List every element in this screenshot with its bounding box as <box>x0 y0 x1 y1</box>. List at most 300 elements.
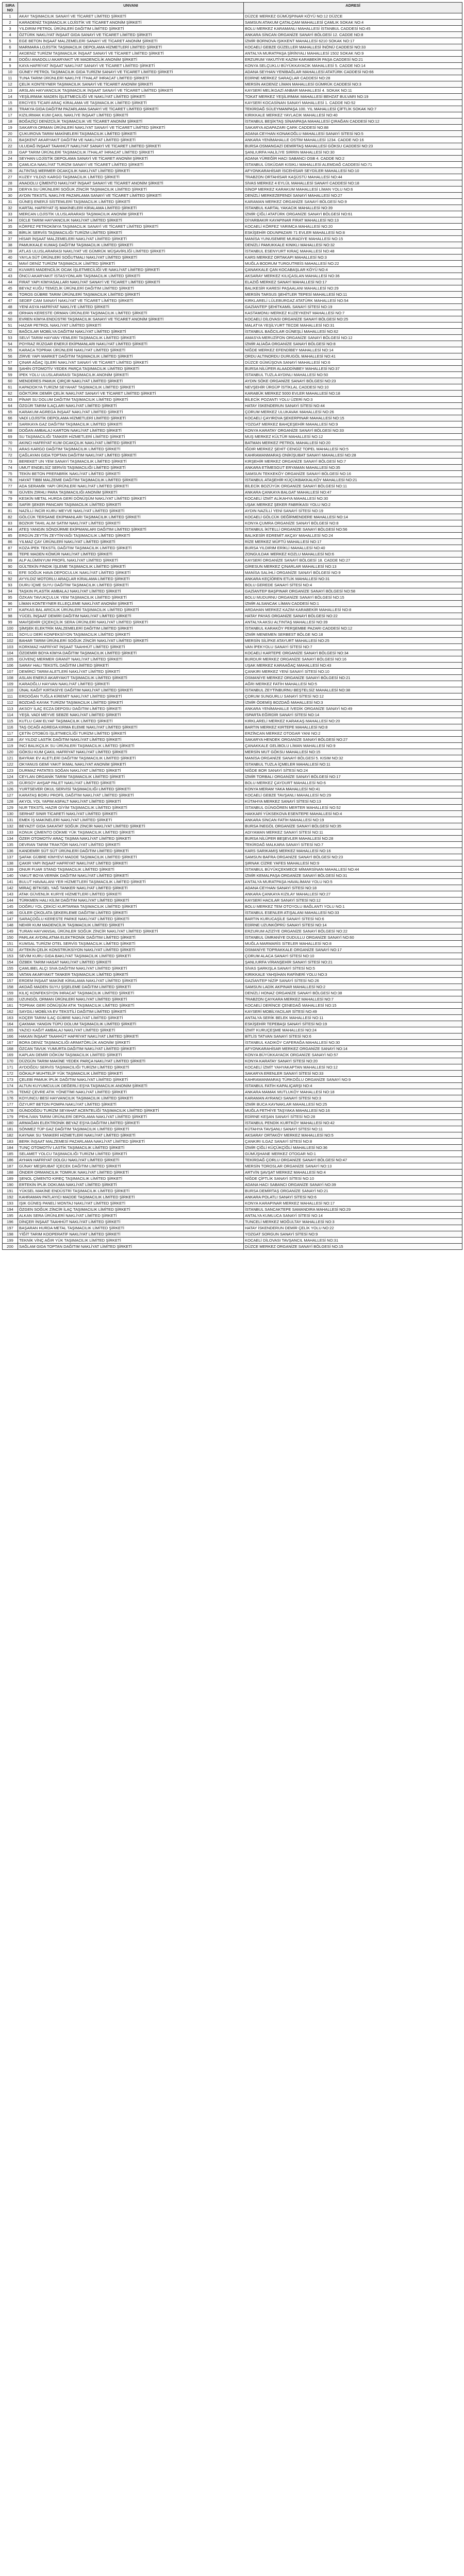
table-row <box>3 860 462 867</box>
company-address: SAKARYA ADAPAZARI ÇARK CADDESİ NO:88 <box>244 125 462 131</box>
table-row <box>3 1163 462 1170</box>
row-number: 80 <box>3 502 18 508</box>
row-number: 77 <box>3 483 18 489</box>
company-name: KAPADOKYA TURİZM SEYAHAT TAŞIMACILIK LİMİTED ŞİRKETİ <box>18 384 244 391</box>
table-row <box>3 891 462 897</box>
company-name: YURTSEVER OKUL SERVİSİ TAŞIMACILIĞI LİMİTED ŞİRKETİ <box>18 786 244 792</box>
table-row <box>3 768 462 774</box>
company-address: BURSA NİLÜFER ALAADDİNBEY MAHALLESİ NO:37 <box>244 366 462 372</box>
company-address: İZMİR BUCA KAYNAKLAR MAHALLESİ NO:25 <box>244 1101 462 1108</box>
table-row <box>3 81 462 88</box>
row-number: 47 <box>3 298 18 304</box>
row-number: 113 <box>3 706 18 712</box>
company-name: KILIÇ KONFEKSİYON İHRACAT TAŞIMACILIK LİMİTED ŞİRKETİ <box>18 990 244 996</box>
company-address: UŞAK MERKEZ KARAAĞAÇ MAHALLESİ NO:43 <box>244 663 462 669</box>
company-address: BALIKESİR KARESİ PAŞAALANI MAHALLESİ NO:29 <box>244 285 462 292</box>
table-row <box>3 1170 462 1176</box>
table-row <box>3 867 462 873</box>
row-number: 146 <box>3 910 18 916</box>
row-number: 137 <box>3 854 18 860</box>
table-row <box>3 1071 462 1077</box>
table-row <box>3 279 462 285</box>
table-row <box>3 230 462 236</box>
row-number: 34 <box>3 217 18 224</box>
table-row <box>3 496 462 502</box>
company-address: KOCAELİ DİLOVASI TAVŞANCIL MAHALLESİ NO:31 <box>244 1238 462 1244</box>
company-name: KOYUNCU BESİ HAYVANCILIK TAŞIMACILIK LİMİTED ŞİRKETİ <box>18 1095 244 1101</box>
table-row <box>3 625 462 632</box>
company-name: BAĞCILAR MOBİLYA DAĞITIM NAKLİYAT LİMİTED ŞİRKETİ <box>18 329 244 335</box>
row-number: 93 <box>3 582 18 588</box>
company-address: ÇANAKKALE GELİBOLU LİMAN MAHALLESİ NO:9 <box>244 743 462 749</box>
company-name: DEMİRCİ TARIM ALETLERİ NAKLİYAT LİMİTED ŞİRKETİ <box>18 669 244 675</box>
row-number: 189 <box>3 1176 18 1182</box>
table-row <box>3 1077 462 1083</box>
company-name: DOĞRU YOL ÇEKİCİ KURTARMA TAŞIMACILIK LİMİTED ŞİRKETİ <box>18 904 244 910</box>
row-number: 144 <box>3 897 18 904</box>
company-name: CEYLAN ORGANİK TARIM TAŞIMACILIK LİMİTED ŞİRKETİ <box>18 774 244 780</box>
row-number: 37 <box>3 236 18 242</box>
company-name: TOROS GÜBRE TARIM ÜRÜNLERİ TAŞIMACILIK LİMİTED ŞİRKETİ <box>18 292 244 298</box>
company-address: ESKİŞEHİR TEPEBAŞI SANAYİ SİTESİ NO:19 <box>244 1021 462 1027</box>
company-name: UMUT ENGELSİZ SERVİS TAŞIMACILIĞI LİMİTED ŞİRKETİ <box>18 465 244 471</box>
table-row <box>3 570 462 576</box>
company-address: BURSA OSMANGAZİ DEMİRTAŞ MAHALLESİ GÖKSU CADDESİ NO:23 <box>244 143 462 149</box>
table-row <box>3 187 462 193</box>
company-name: YİĞİT TARIM KOOPERATİF NAKLİYAT LİMİTED ŞİRKETİ <box>18 1231 244 1238</box>
row-number: 110 <box>3 687 18 693</box>
company-name: ORHAN KERESTE ORMAN ÜRÜNLERİ TAŞIMACILIK LİMİTED ŞİRKETİ <box>18 310 244 316</box>
company-name: KARATAŞ BORU PROFİL DAĞITIM NAKLİYAT LİMİTED ŞİRKETİ <box>18 792 244 799</box>
company-name: İPEK YOLU ULUSLARARASI TAŞIMACILIK ANONİM ŞİRKETİ <box>18 372 244 378</box>
row-number: 167 <box>3 1040 18 1046</box>
table-row <box>3 156 462 162</box>
company-address: SAKARYA ERENLER SANAYİ SİTESİ NO:33 <box>244 1071 462 1077</box>
table-row <box>3 415 462 421</box>
company-address: İSTANBUL BEŞİKTAŞ SİNANPAŞA MAHALLESİ ÇIRAĞAN CADDESİ NO:12 <box>244 118 462 125</box>
row-number: 171 <box>3 1064 18 1071</box>
company-address: DÜZCE MERKEZ ORGANİZE SANAYİ BÖLGESİ NO:15 <box>244 1244 462 1250</box>
company-name: NUR TEKSTİL HAZIR GİYİM TAŞIMACILIK LİMİTED ŞİRKETİ <box>18 805 244 811</box>
row-number: 187 <box>3 1163 18 1170</box>
row-number: 195 <box>3 1213 18 1219</box>
company-name: GÜVEN ZIRHLI PARA TAŞIMACILIĞI ANONİM ŞİRKETİ <box>18 489 244 496</box>
table-row <box>3 106 462 112</box>
table-row <box>3 619 462 625</box>
company-address: MERSİN SİLİFKE ATAYURT MAHALLESİ NO:25 <box>244 638 462 644</box>
company-name: ERGÜN ZEYTİN ZEYTİNYAĞI TAŞIMACILIK LİMİTED ŞİRKETİ <box>18 533 244 539</box>
company-name: MAVİ DENİZ TURİZM TAŞIMACILIK LİMİTED ŞİRKETİ <box>18 261 244 267</box>
row-number: 62 <box>3 391 18 397</box>
row-number: 97 <box>3 607 18 613</box>
table-row <box>3 959 462 965</box>
company-address: ANTALYA MURATPAŞA ŞİRİNYALI MAHALLESİ 1502 SOKAK NO:9 <box>244 50 462 57</box>
company-address: İSTANBUL KADIKÖY CAFERAĞA MAHALLESİ NO:30 <box>244 1040 462 1046</box>
table-row <box>3 384 462 391</box>
company-address: KONYA SELÇUKLU BÜYÜKKAYACIK MAHALLESİ 5. CADDE NO:14 <box>244 63 462 69</box>
company-address: BALIKESİR EDREMİT AKÇAY MAHALLESİ NO:24 <box>244 533 462 539</box>
company-address: YOZGAT SORGUN SANAYİ SİTESİ NO:9 <box>244 1231 462 1238</box>
row-number: 102 <box>3 638 18 644</box>
company-name: ÖZYURT BETON POMPA NAKLİYAT LİMİTED ŞİRKETİ <box>18 1101 244 1108</box>
company-name: NEHİR KUM MADENCİLİK TAŞIMACILIK LİMİTED ŞİRKETİ <box>18 922 244 928</box>
company-address: MERSİN TARSUS ŞEHİTLER TEPESİ MAHALLESİ NO:11 <box>244 292 462 298</box>
company-name: ALTINTAŞ MERMER OCAKÇILIK NAKLİYAT LİMİTED ŞİRKETİ <box>18 168 244 174</box>
company-name: ÇAKIR YAPI İNŞAAT HAFRİYAT NAKLİYAT LİMİTED ŞİRKETİ <box>18 860 244 867</box>
table-row <box>3 527 462 533</box>
row-number: 2 <box>3 20 18 26</box>
table-row <box>3 916 462 922</box>
company-address: KÜTAHYA TAVŞANLI SANAYİ SİTESİ NO:11 <box>244 1126 462 1132</box>
table-row <box>3 533 462 539</box>
company-name: AYTEKİN ÇELİK KONSTRÜKSİYON NAKLİYAT LİMİTED ŞİRKETİ <box>18 947 244 953</box>
table-row <box>3 681 462 687</box>
row-number: 124 <box>3 774 18 780</box>
row-number: 69 <box>3 434 18 440</box>
company-address: ANTALYA SERİK BELEK MAHALLESİ NO:11 <box>244 1015 462 1021</box>
company-name: GÜNEŞ ENERJİ SİSTEMLERİ TAŞIMACILIK LİMİTED ŞİRKETİ <box>18 199 244 205</box>
table-row <box>3 452 462 459</box>
row-number: 63 <box>3 397 18 403</box>
table-row <box>3 26 462 32</box>
company-address: KOCAELİ GEBZE GÜZELLER MAHALLESİ İNÖNÜ CADDESİ NO:33 <box>244 44 462 50</box>
company-name: MİRAÇ BİTKİSEL YAĞ TANKER NAKLİYAT LİMİTED ŞİRKETİ <box>18 885 244 891</box>
table-row <box>3 483 462 489</box>
row-number: 7 <box>3 50 18 57</box>
table-row <box>3 174 462 180</box>
table-row <box>3 149 462 156</box>
company-address: ANKARA MAMAK MUTLUKÖY MAHALLESİ NO:18 <box>244 1089 462 1095</box>
row-number: 8 <box>3 57 18 63</box>
company-address: ESKİŞEHİR ODUNPAZARI 71 EVLER MAHALLESİ NO:8 <box>244 230 462 236</box>
row-number: 192 <box>3 1194 18 1200</box>
company-address: GÜMÜŞHANE MERKEZ OTOGAR NO:1 <box>244 1151 462 1157</box>
row-number: 99 <box>3 619 18 625</box>
company-name: BOĞAZİÇİ DENİZCİLİK TAŞIMACILIK VE TİCARET ANONİM ŞİRKETİ <box>18 118 244 125</box>
company-address: AYDIN SÖKE ORGANİZE SANAYİ BÖLGESİ NO:23 <box>244 378 462 384</box>
table-row <box>3 1040 462 1046</box>
table-row <box>3 595 462 601</box>
table-row <box>3 792 462 799</box>
company-name: TÜRKMEN HALI KİLİM DAĞITIM NAKLİYAT LİMİTED ŞİRKETİ <box>18 897 244 904</box>
company-address: KOCAELİ ÇAYIROVA ŞEKERPINAR MAHALLESİ NO:15 <box>244 415 462 421</box>
row-number: 177 <box>3 1101 18 1108</box>
table-row <box>3 421 462 428</box>
table-row <box>3 706 462 712</box>
company-address: BOLU MERKEZ ÇAYDURT MAHALLESİ NO:6 <box>244 780 462 786</box>
company-name: TUNA TARIM ÜRÜNLERİ NAKLİYE İTHALAT İHRACAT LİMİTED ŞİRKETİ <box>18 75 244 81</box>
company-name: HİSAR İNŞAAT MALZEMELERİ NAKLİYAT LİMİTED ŞİRKETİ <box>18 236 244 242</box>
company-name: HAYAT TIBBİ MALZEME DAĞITIM TAŞIMACILIK LİMİTED ŞİRKETİ <box>18 477 244 483</box>
company-address: HATAY İSKENDERUN SANAYİ SİTESİ NO:44 <box>244 403 462 409</box>
table-row <box>3 1200 462 1207</box>
row-number: 117 <box>3 731 18 737</box>
table-row <box>3 248 462 255</box>
table-row <box>3 743 462 749</box>
company-address: BOLU MERKEZ TEM OTOYOLU BAĞLANTI YOLU NO:1 <box>244 904 462 910</box>
company-name: DERYA SU ÜRÜNLERİ SOĞUK ZİNCİR TAŞIMACILIK LİMİTED ŞİRKETİ <box>18 187 244 193</box>
table-row <box>3 607 462 613</box>
row-number: 185 <box>3 1151 18 1157</box>
table-row <box>3 347 462 353</box>
row-number: 166 <box>3 1033 18 1040</box>
company-address: AKSARAY ORTAKÖY MERKEZ MAHALLESİ NO:5 <box>244 1132 462 1139</box>
company-address: KAYSERİ MELİKGAZİ ANBAR MAHALLESİ 4. SOKAK NO:11 <box>244 88 462 94</box>
row-number: 142 <box>3 885 18 891</box>
company-name: ULUDAĞ İNŞAAT TAAHHÜT NAKLİYAT SANAYİ VE TİCARET LİMİTED ŞİRKETİ <box>18 143 244 149</box>
table-row <box>3 922 462 928</box>
table-row <box>3 1064 462 1071</box>
company-name: KUTLU CAM ELYAF TAŞIMACILIK LİMİTED ŞİRKETİ <box>18 718 244 724</box>
company-name: TOPRAK GERİ DÖNÜŞÜM ATIK TAŞIMACILIK LİMİTED ŞİRKETİ <box>18 1003 244 1009</box>
company-address: İZMİR MENEMEN SERBEST BÖLGE NO:18 <box>244 632 462 638</box>
company-address: ANKARA YENİMAHALLE İVEDİK ORGANİZE SANAYİ NO:49 <box>244 706 462 712</box>
company-name: DİNÇER İNŞAAT TAAHHÜT NAKLİYAT LİMİTED ŞİRKETİ <box>18 1219 244 1225</box>
company-address: MERSİN TOROSLAR ORGANİZE SANAYİ NO:13 <box>244 1163 462 1170</box>
row-number: 18 <box>3 118 18 125</box>
table-row <box>3 601 462 607</box>
row-number: 101 <box>3 632 18 638</box>
company-address: ADIYAMAN MERKEZ SANAYİ SİTESİ NO:11 <box>244 829 462 836</box>
company-address: ANKARA ÇANKAYA KIZILAY MAHALLESİ NO:27 <box>244 891 462 897</box>
table-row <box>3 508 462 514</box>
company-name: KORKMAZ HAFRİYAT İNŞAAT TAAHHÜT LİMİTED ŞİRKETİ <box>18 644 244 650</box>
company-address: NİĞDE BOR SANAYİ SİTESİ NO:24 <box>244 768 462 774</box>
company-name: ASLAN ENERJİ AKARYAKIT TAŞIMACILIK LİMİTED ŞİRKETİ <box>18 675 244 681</box>
table-row <box>3 446 462 452</box>
table-row <box>3 1126 462 1132</box>
company-name: SAYGILI MOBİLYA EV TEKSTİLİ DAĞITIM LİMİTED ŞİRKETİ <box>18 1009 244 1015</box>
table-row <box>3 700 462 706</box>
company-address: BURSA DEMİRTAŞ ORGANİZE SANAYİ NO:21 <box>244 1188 462 1194</box>
row-number: 196 <box>3 1219 18 1225</box>
row-number: 132 <box>3 823 18 829</box>
table-row <box>3 1114 462 1120</box>
company-address: İSTANBUL KARAKÖY PERŞEMBE PAZARI CADDESİ NO:12 <box>244 625 462 632</box>
company-address: HAKKARİ YÜKSEKOVA ESENTEPE MAHALLESİ NO:4 <box>244 811 462 817</box>
company-address: OSMANİYE TOPRAKKALE ORGANİZE SANAYİ NO:17 <box>244 947 462 953</box>
row-number: 38 <box>3 242 18 248</box>
company-name: BEYAZ KUĞU TEMİZLİK ÜRÜNLERİ DAĞITIM LİMİTED ŞİRKETİ <box>18 285 244 292</box>
table-row <box>3 341 462 347</box>
company-name: GÜLER ÇİKOLATA ŞEKERLEME DAĞITIM LİMİTED ŞİRKETİ <box>18 910 244 916</box>
company-address: TRABZON ÇAYKARA MERKEZ MAHALLESİ NO:7 <box>244 996 462 1003</box>
table-row <box>3 285 462 292</box>
row-number: 53 <box>3 335 18 341</box>
company-name: YENİ ASYA HAFRİYAT NAKLİYE LİMİTED ŞİRKETİ <box>18 304 244 310</box>
company-address: MUĞLA MARMARİS SİTELER MAHALLESİ NO:8 <box>244 941 462 947</box>
company-address: TEKİRDAĞ SÜLEYMANPAŞA 100. YIL MAHALLESİ ÇİFTLİK SOKAK NO:7 <box>244 106 462 112</box>
company-address: İZMİR TORBALI ORGANİZE SANAYİ BÖLGESİ NO:17 <box>244 774 462 780</box>
table-row <box>3 477 462 483</box>
table-row <box>3 731 462 737</box>
company-name: UZUNGÖL ORMAN ÜRÜNLERİ NAKLİYAT LİMİTED ŞİRKETİ <box>18 996 244 1003</box>
table-row <box>3 112 462 118</box>
company-name: ANADOLU ÇİMENTO NAKLİYAT İNŞAAT SANAYİ VE TİCARET ANONİM ŞİRKETİ <box>18 180 244 187</box>
company-name: KARADENİZ TAŞIMACILIK LOJİSTİK VE TİCARET ANONİM ŞİRKETİ <box>18 20 244 26</box>
row-number: 148 <box>3 922 18 928</box>
row-number: 3 <box>3 26 18 32</box>
company-address: İZMİR ÖDEMİŞ BOZDAĞ MAHALLESİ NO:3 <box>244 700 462 706</box>
company-name: ARSLAN HAYVANCILIK TAŞIMACILIK İNŞAAT SANAYİ VE TİCARET LİMİTED ŞİRKETİ <box>18 88 244 94</box>
company-name: ÇAKMAK YANGIN TÜPÜ DOLUM TAŞIMACILIK LİMİTED ŞİRKETİ <box>18 1021 244 1027</box>
company-address: İZMİT KURUÇEŞME MAHALLESİ NO:24 <box>244 1027 462 1033</box>
company-address: ADANA CEYHAN KONAKOĞLU MAHALLESİ SANAYİ SİTESİ NO:5 <box>244 131 462 137</box>
company-name: BİRLİK SERVİS TAŞIMACILIĞI TURİZM LİMİTED ŞİRKETİ <box>18 230 244 236</box>
row-number: 28 <box>3 180 18 187</box>
row-number: 161 <box>3 1003 18 1009</box>
company-address: YOZGAT MERKEZ BAHÇEŞEHİR MAHALLESİ NO:9 <box>244 421 462 428</box>
company-name: BEYAZIT GIDA SAKATAT SOĞUK ZİNCİR NAKLİYAT LİMİTED ŞİRKETİ <box>18 823 244 829</box>
company-address: SİVAS MERKEZ 4 EYLÜL MAHALLESİ SANAYİ CADDESİ NO:18 <box>244 180 462 187</box>
company-address: KIRKLARELİ MERKEZ KARAKAŞ MAHALLESİ NO:20 <box>244 718 462 724</box>
company-name: ERDOĞAN TUĞLA KİREMİT NAKLİYAT LİMİTED ŞİRKETİ <box>18 693 244 700</box>
company-name: BAHAR TARIM ÜRÜNLERİ SOĞUK ZİNCİR NAKLİYAT LİMİTED ŞİRKETİ <box>18 638 244 644</box>
company-address: KARAMAN MERKEZ ORGANİZE SANAYİ BÖLGESİ NO:9 <box>244 199 462 205</box>
table-row <box>3 755 462 761</box>
company-name: EMEK İŞ MAKİNELERİ NAKLİYAT LİMİTED ŞİRKETİ <box>18 817 244 823</box>
company-address: KIRKLARELİ LÜLEBURGAZ ATATÜRK MAHALLESİ NO:54 <box>244 298 462 304</box>
company-name: YILDIRIM PETROL ÜRÜNLERİ DAĞITIM LİMİTED ŞİRKETİ <box>18 26 244 32</box>
row-number: 57 <box>3 360 18 366</box>
company-address: İSTANBUL İKİTELLİ ORGANİZE SANAYİ BÖLGESİ NO:56 <box>244 527 462 533</box>
company-address: MERSİN AKDENİZ LİMAN MAHALLESİ GÜMRÜK CADDESİ NO:3 <box>244 81 462 88</box>
company-name: KAFKAS BAL ARICILIK ÜRÜNLERİ TAŞIMACILIK LİMİTED ŞİRKETİ <box>18 607 244 613</box>
table-row <box>3 737 462 743</box>
table-header <box>3 3 462 13</box>
company-name: ÇELEBİ PAMUK İPLİK DAĞITIM NAKLİYAT LİMİTED ŞİRKETİ <box>18 1077 244 1083</box>
company-address: ADANA HACI SABANCI ORGANİZE SANAYİ NO:39 <box>244 1182 462 1188</box>
row-number: 41 <box>3 261 18 267</box>
table-row <box>3 545 462 551</box>
row-number: 24 <box>3 156 18 162</box>
row-number: 182 <box>3 1132 18 1139</box>
row-number: 104 <box>3 650 18 656</box>
row-number: 147 <box>3 916 18 922</box>
row-number: 88 <box>3 551 18 557</box>
table-row <box>3 1027 462 1033</box>
company-name: TAŞKIN PLASTİK AMBALAJ NAKLİYAT LİMİTED ŞİRKETİ <box>18 588 244 595</box>
company-name: AYHAN HAFRİYAT DOLGU NAKLİYAT LİMİTED ŞİRKETİ <box>18 1157 244 1163</box>
company-name: ATAK GÜVENLİK KURYE HİZMETLERİ LİMİTED ŞİRKETİ <box>18 891 244 897</box>
row-number: 194 <box>3 1207 18 1213</box>
row-number: 154 <box>3 959 18 965</box>
company-name: ŞAHİN OTOMOTİV YEDEK PARÇA TAŞIMACILIK LİMİTED ŞİRKETİ <box>18 366 244 372</box>
company-name: TEKİN BETON PREFABRİK NAKLİYAT LİMİTED ŞİRKETİ <box>18 471 244 477</box>
table-row <box>3 44 462 50</box>
company-name: ÇELİK KONTEYNER TAŞIMACILIK SANAYİ VE TİCARET ANONİM ŞİRKETİ <box>18 81 244 88</box>
company-address: KOCAELİ KARTEPE ORGANİZE SANAYİ BÖLGESİ NO:34 <box>244 650 462 656</box>
company-address: BİTLİS TATVAN SANAYİ SİTESİ NO:6 <box>244 1033 462 1040</box>
row-number: 72 <box>3 452 18 459</box>
table-row <box>3 650 462 656</box>
row-number: 35 <box>3 224 18 230</box>
table-row <box>3 360 462 366</box>
table-row <box>3 199 462 205</box>
row-number: 27 <box>3 174 18 180</box>
table-row <box>3 372 462 378</box>
table-row <box>3 471 462 477</box>
company-address: BURSA İNEGÖL ORGANİZE SANAYİ BÖLGESİ NO:35 <box>244 823 462 829</box>
row-number: 112 <box>3 700 18 706</box>
company-name: KONUK ÇİMENTO DÖKME YÜK TAŞIMACILIK LİMİTED ŞİRKETİ <box>18 829 244 836</box>
company-address: ADANA SEYHAN YENİBAĞLAR MAHALLESİ ATATÜRK CADDESİ NO:66 <box>244 69 462 75</box>
company-address: İZMİR ÇİĞLİ KÜÇÜKÇİĞLİ MAHALLESİ NO:36 <box>244 1145 462 1151</box>
company-name: KESKİN METAL HURDA GERİ DÖNÜŞÜM NAKLİYAT LİMİTED ŞİRKETİ <box>18 496 244 502</box>
row-number: 153 <box>3 953 18 959</box>
company-name: ÖNDER ORMANCILIK TOMRUK NAKLİYAT LİMİTED ŞİRKETİ <box>18 1170 244 1176</box>
company-name: DOĞU ANADOLU AKARYAKIT VE MADENCİLİK ANONİM ŞİRKETİ <box>18 57 244 63</box>
row-number: 108 <box>3 675 18 681</box>
table-row <box>3 57 462 63</box>
table-row <box>3 1244 462 1250</box>
company-name: TURAN HAYVANSAL ÜRÜNLER SOĞUK ZİNCİR NAKLİYAT LİMİTED ŞİRKETİ <box>18 928 244 935</box>
table-row <box>3 1176 462 1182</box>
company-name: KANDEMİR SÜT SÜT ÜRÜNLERİ DAĞITIM LİMİTED ŞİRKETİ <box>18 848 244 854</box>
company-name: SU TAŞIMACILIĞI TANKER HİZMETLERİ LİMİTED ŞİRKETİ <box>18 434 244 440</box>
row-number: 139 <box>3 867 18 873</box>
company-name: AYYILDIZ MOTORLU ARAÇLAR KİRALAMA LİMİTED ŞİRKETİ <box>18 576 244 582</box>
table-row <box>3 873 462 879</box>
row-number: 175 <box>3 1089 18 1095</box>
row-number: 152 <box>3 947 18 953</box>
table-row <box>3 1009 462 1015</box>
company-address: BURSA NİLÜFER BEŞEVLER MAHALLESİ NO:28 <box>244 836 462 842</box>
row-number: 89 <box>3 557 18 564</box>
company-address: KONYA KARAPINAR MERKEZ MAHALLESİ NO:17 <box>244 1200 462 1207</box>
company-address: KONYA KARATAY SANAYİ SİTESİ NO:20 <box>244 1058 462 1064</box>
table-row <box>3 1089 462 1095</box>
company-name: AKSOY İLAÇ ECZA DEPOSU DAĞITIM LİMİTED ŞİRKETİ <box>18 706 244 712</box>
company-name: SELVİ TARIM HAYVAN YEMLERİ TAŞIMACILIK LİMİTED ŞİRKETİ <box>18 335 244 341</box>
column-header-name: UNVANI <box>18 3 244 13</box>
table-row <box>3 75 462 81</box>
table-row <box>3 1157 462 1163</box>
company-name: DEVRAN TARIM TRAKTÖR NAKLİYAT LİMİTED ŞİRKETİ <box>18 842 244 848</box>
row-number: 90 <box>3 564 18 570</box>
table-row <box>3 335 462 341</box>
row-number: 16 <box>3 106 18 112</box>
company-name: BEREKET UN YEM SANAYİ TAŞIMACILIK LİMİTED ŞİRKETİ <box>18 459 244 465</box>
company-name: KOÇER TARIM İLAÇ GÜBRE NAKLİYAT LİMİTED ŞİRKETİ <box>18 1015 244 1021</box>
company-name: ERCİYES TİCARİ ARAÇ KİRALAMA VE TAŞIMACILIK LİMİTED ŞİRKETİ <box>18 100 244 106</box>
row-number: 178 <box>3 1108 18 1114</box>
table-row <box>3 1238 462 1244</box>
company-name: SOYLU DERİ KONFEKSİYON TAŞIMACILIK LİMİTED ŞİRKETİ <box>18 632 244 638</box>
company-address: SAKARYA HENDEK ORGANİZE SANAYİ BÖLGESİ NO:27 <box>244 737 462 743</box>
table-row <box>3 910 462 916</box>
row-number: 75 <box>3 471 18 477</box>
table-row <box>3 829 462 836</box>
company-address: İZMİR BORNOVA IŞIKKENT MAHALLESİ 6210 SOKAK NO:17 <box>244 38 462 44</box>
table-row <box>3 38 462 44</box>
company-address: MUŞ MERKEZ KÜLTÜR MAHALLESİ NO:12 <box>244 434 462 440</box>
company-address: TEKİRDAĞ MALKARA SANAYİ SİTESİ NO:7 <box>244 842 462 848</box>
company-name: ÇAĞLAYAN GIDA TOPTAN DAĞITIM NAKLİYAT LİMİTED ŞİRKETİ <box>18 452 244 459</box>
company-address: İSTANBUL ATAŞEHİR KÜÇÜKBAKKALKÖY MAHALLESİ NO:21 <box>244 477 462 483</box>
row-number: 118 <box>3 737 18 743</box>
row-number: 33 <box>3 211 18 217</box>
row-number: 133 <box>3 829 18 836</box>
row-number: 122 <box>3 761 18 768</box>
table-row <box>3 205 462 211</box>
table-row <box>3 502 462 508</box>
company-address: TOKAT MERKEZ YEŞİLIRMAK MAHALLESİ BEHZAT BULVARI NO:19 <box>244 94 462 100</box>
row-number: 94 <box>3 588 18 595</box>
table-row <box>3 557 462 564</box>
company-name: ÇAMLICA NAKLİYAT TURİZM SANAYİ VE TİCARET LİMİTED ŞİRKETİ <box>18 162 244 168</box>
company-address: RİZE MERKEZ MÜFTÜ MAHALLESİ NO:17 <box>244 539 462 545</box>
